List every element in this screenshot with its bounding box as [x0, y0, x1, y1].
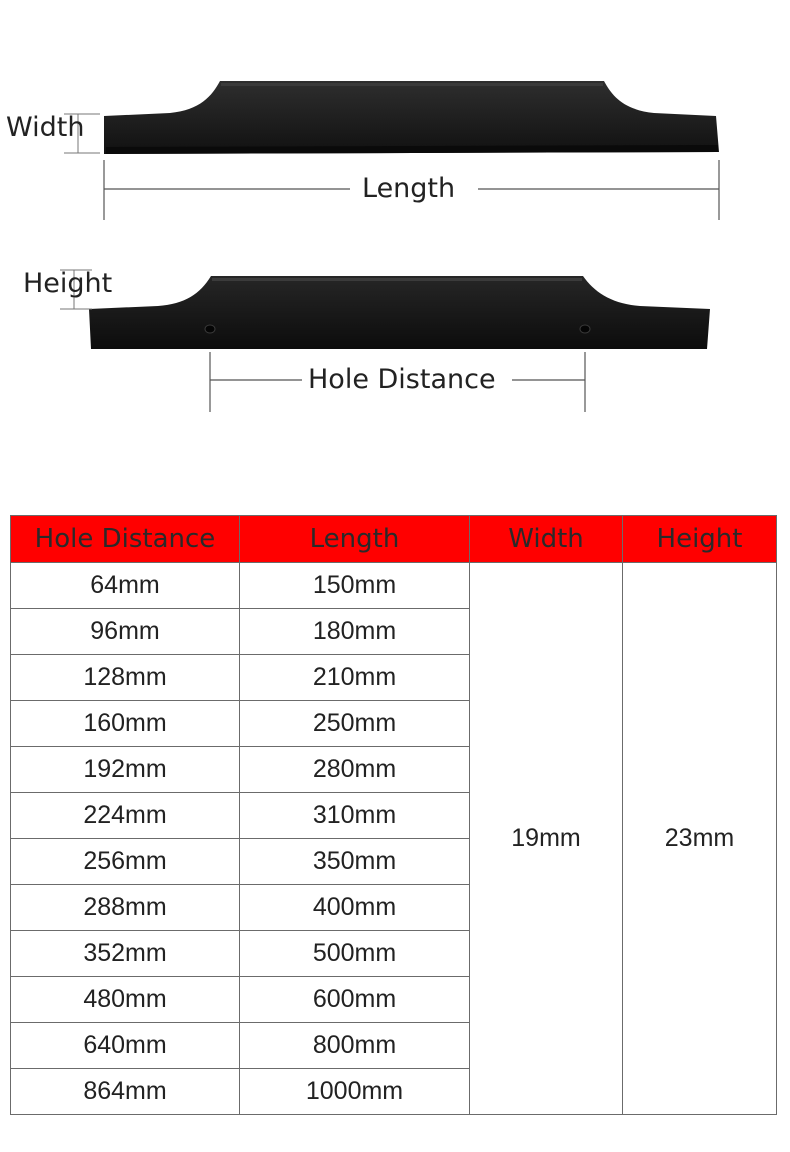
width-label: Width [6, 112, 85, 143]
header-length: Length [240, 516, 470, 563]
length-label: Length [362, 173, 456, 204]
hole-distance-cell: 160mm [11, 701, 240, 747]
length-cell: 180mm [240, 609, 470, 655]
hole-distance-cell: 640mm [11, 1023, 240, 1069]
length-cell: 1000mm [240, 1069, 470, 1115]
hole-distance-cell: 96mm [11, 609, 240, 655]
hole-distance-cell: 480mm [11, 977, 240, 1023]
hole-distance-cell: 64mm [11, 563, 240, 609]
dimension-diagram [0, 0, 790, 470]
header-hole-distance: Hole Distance [11, 516, 240, 563]
screw-hole-right [580, 325, 590, 333]
table-row [11, 563, 777, 609]
length-cell: 350mm [240, 839, 470, 885]
handle-side-view [89, 276, 710, 349]
header-height: Height [623, 516, 777, 563]
hole-distance-cell: 864mm [11, 1069, 240, 1115]
length-cell: 500mm [240, 931, 470, 977]
length-cell: 600mm [240, 977, 470, 1023]
hole-distance-cell: 128mm [11, 655, 240, 701]
hole-distance-cell: 352mm [11, 931, 240, 977]
handle-drawings [0, 0, 790, 470]
width-value-cell: 19mm [470, 563, 623, 1115]
screw-hole-left [205, 325, 215, 333]
length-cell: 250mm [240, 701, 470, 747]
length-cell: 150mm [240, 563, 470, 609]
length-cell: 280mm [240, 747, 470, 793]
hole-distance-cell: 256mm [11, 839, 240, 885]
table-header-row [11, 516, 777, 563]
handle-top-view [104, 81, 719, 154]
length-cell: 310mm [240, 793, 470, 839]
hole-distance-cell: 288mm [11, 885, 240, 931]
height-value-cell: 23mm [623, 563, 777, 1115]
height-label: Height [23, 268, 113, 299]
size-spec-table [10, 515, 777, 1115]
hole-distance-cell: 224mm [11, 793, 240, 839]
length-cell: 400mm [240, 885, 470, 931]
header-width: Width [470, 516, 623, 563]
hole-distance-cell: 192mm [11, 747, 240, 793]
hole-distance-label: Hole Distance [308, 364, 496, 395]
length-cell: 210mm [240, 655, 470, 701]
length-cell: 800mm [240, 1023, 470, 1069]
